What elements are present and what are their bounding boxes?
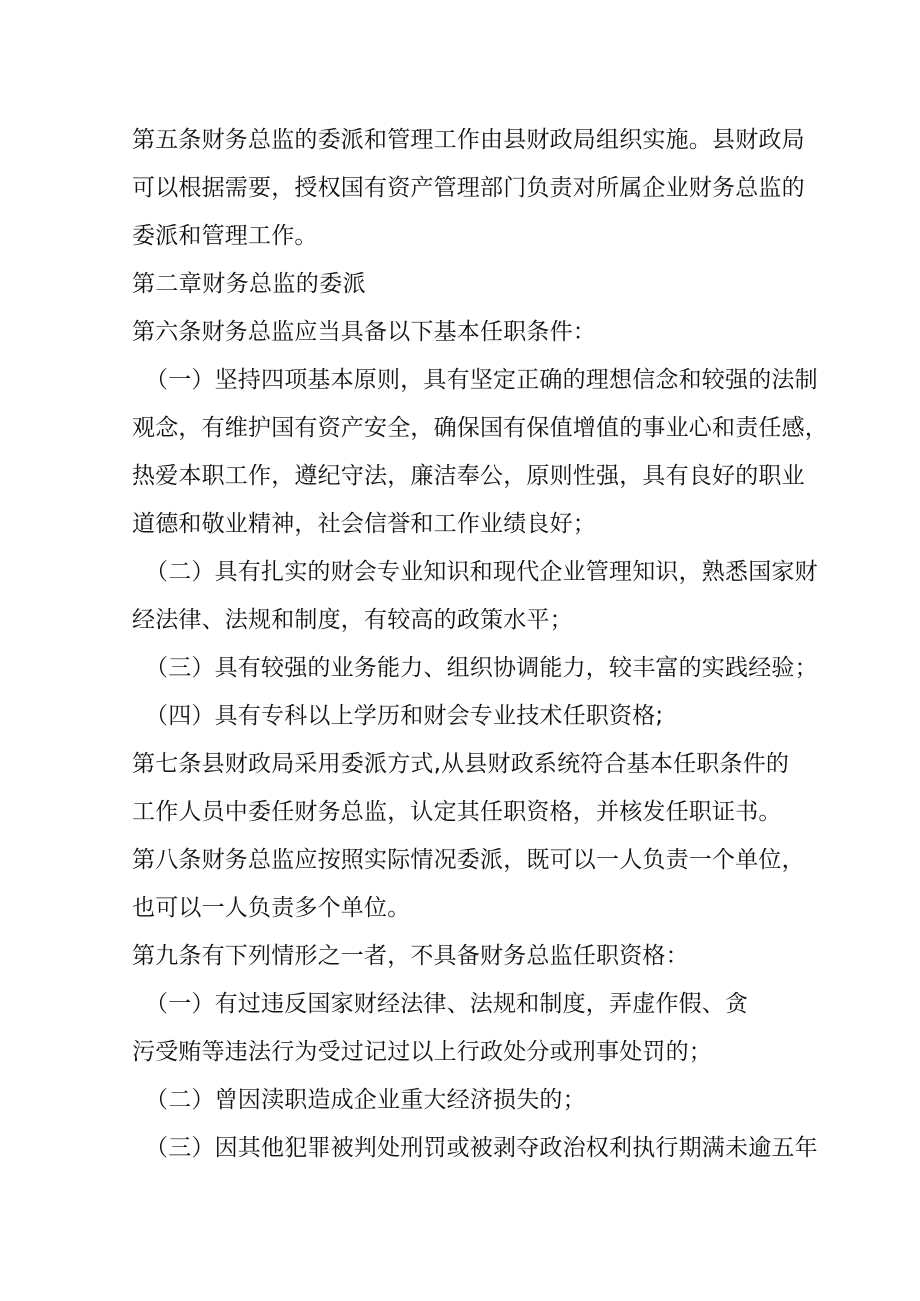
article-9-item-3-line-1: （三）因其他犯罪被判处刑罚或被剥夺政治权利执行期满未逾五年 xyxy=(145,1135,818,1161)
article-8-line-1: 第八条财务总监应按照实际情况委派，既可以一人负责一个单位， xyxy=(132,847,805,873)
article-9-item-1-line-2: 污受贿等违法行为受过记过以上行政处分或刑事处罚的； xyxy=(132,1039,712,1065)
document-body xyxy=(132,116,828,1172)
article-6-item-3-line-1: （三）具有较强的业务能力、组织协调能力，较丰富的实践经验； xyxy=(145,655,818,681)
article-6-item-1-line-4: 道德和敬业精神，社会信誉和工作业绩良好； xyxy=(132,511,596,537)
article-6-item-1-line-2: 观念，有维护国有资产安全，确保国有保值增值的事业心和责任感， xyxy=(132,415,828,441)
article-6-item-2-line-2: 经法律、法规和制度，有较高的政策水平； xyxy=(132,607,573,633)
article-6-item-4-line-1: （四）具有专科以上学历和财会专业技术任职资格; xyxy=(145,703,664,729)
article-8-line-2: 也可以一人负责多个单位。 xyxy=(132,895,411,921)
article-9-line-1: 第九条有下列情形之一者，不具备财务总监任职资格： xyxy=(132,943,689,969)
article-6-item-2-line-1: （二）具有扎实的财会专业知识和现代企业管理知识，熟悉国家财 xyxy=(145,559,818,585)
article-7-line-2: 工作人员中委任财务总监，认定其任职资格，并核发任职证书。 xyxy=(132,799,782,825)
article-7-line-1: 第七条县财政局采用委派方式,从县财政系统符合基本任职条件的 xyxy=(132,751,790,777)
chapter-2-heading: 第二章财务总监的委派 xyxy=(132,271,366,297)
article-6-line-1: 第六条财务总监应当具备以下基本任职条件： xyxy=(132,319,596,345)
article-6-item-1-line-3: 热爱本职工作，遵纪守法，廉洁奉公，原则性强，具有良好的职业 xyxy=(132,463,805,489)
article-5-line-2: 可以根据需要，授权国有资产管理部门负责对所属企业财务总监的 xyxy=(132,175,805,201)
article-5-line-1: 第五条财务总监的委派和管理工作由县财政局组织实施。县财政局 xyxy=(132,127,805,153)
article-5-line-3: 委派和管理工作。 xyxy=(132,223,318,249)
article-9-item-1-line-1: （一）有过违反国家财经法律、法规和制度，弄虚作假、贪 xyxy=(145,991,749,1017)
article-9-item-2-line-1: （二）曾因渎职造成企业重大经济损失的； xyxy=(145,1087,586,1113)
article-6-item-1-line-1: （一）坚持四项基本原则，具有坚定正确的理想信念和较强的法制 xyxy=(145,367,818,393)
